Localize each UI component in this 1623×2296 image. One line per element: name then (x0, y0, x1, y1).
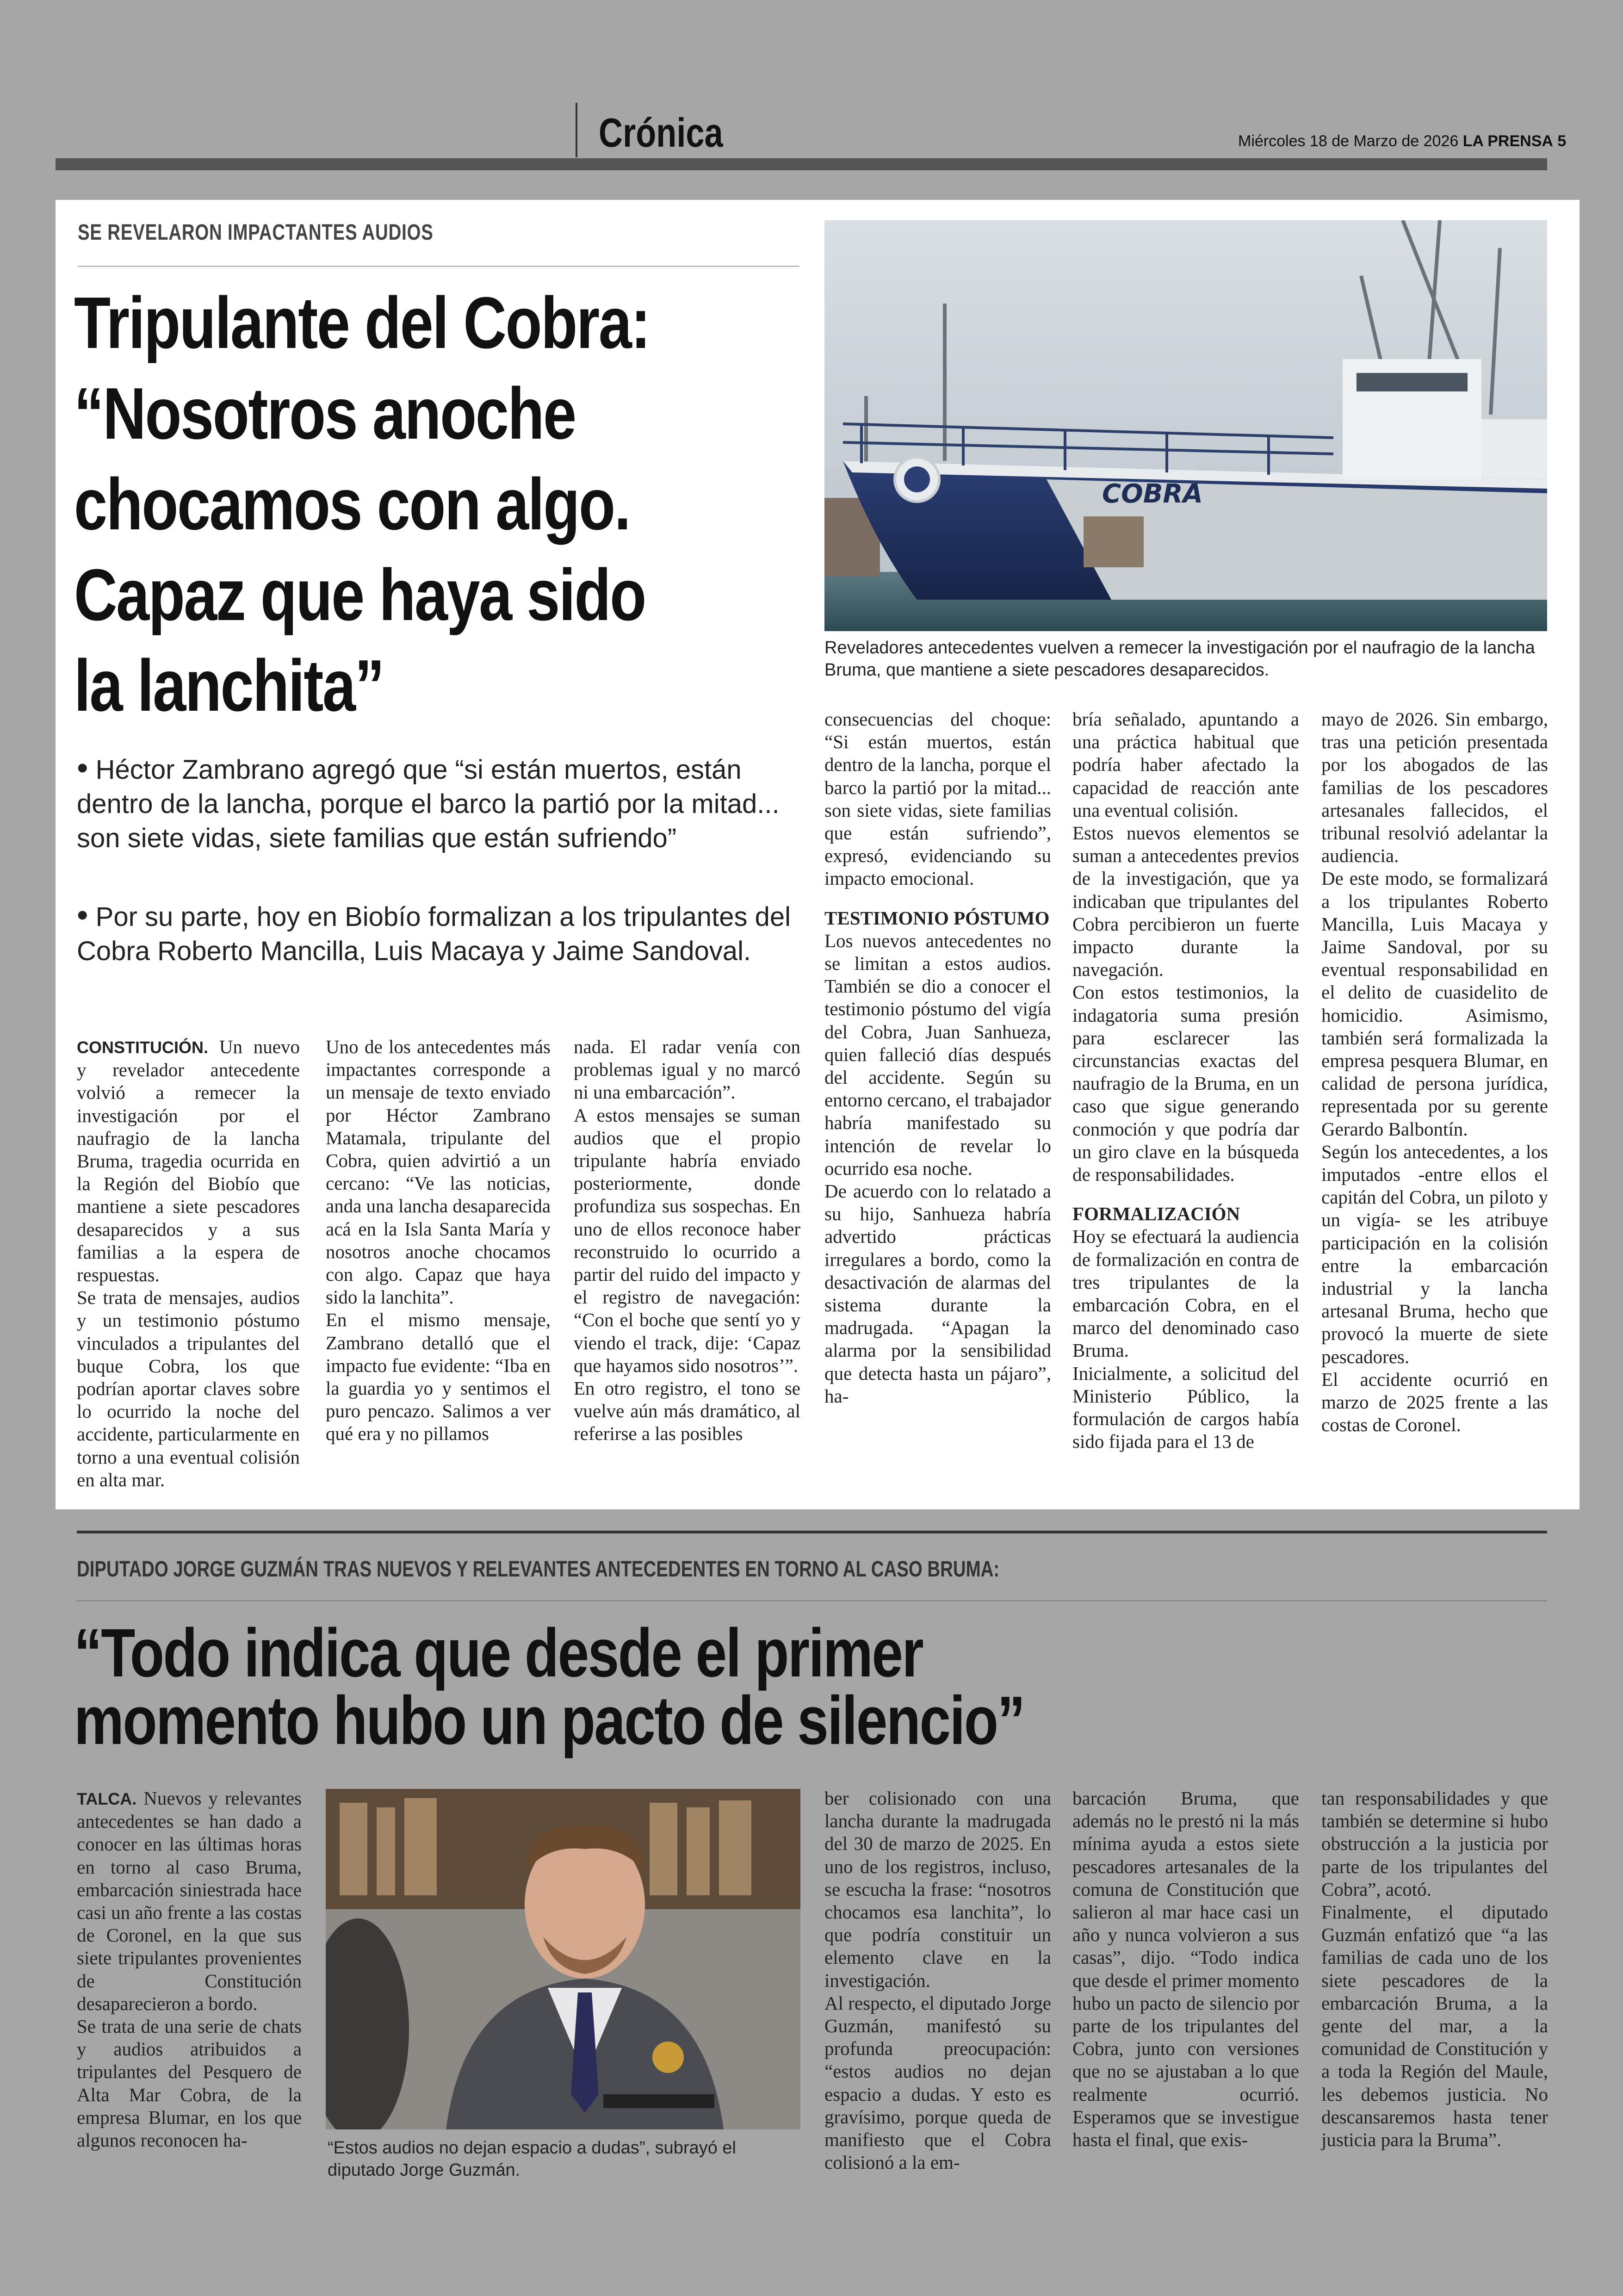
date-line (1238, 132, 1566, 150)
headline-line: Tripulante del Cobra: (74, 282, 650, 364)
kicker-rule (78, 266, 799, 267)
paragraph: Hoy se efectuará la audiencia de formalización en contra de tres tripulantes de la embarcación Cobra, en el marco del denominado caso Bruma. (1072, 1226, 1299, 1361)
headline-line: chocamos con algo. (74, 464, 630, 545)
article2-col-3 (1072, 1787, 1299, 2151)
politician-illustration (326, 1789, 800, 2129)
dateline: TALCA. (77, 1789, 137, 1808)
article1-headline (74, 278, 650, 731)
headline-line: momento hubo un pacto de silencio” (74, 1682, 1024, 1759)
paragraph: mayo de 2026. Sin embargo, tras una petición presentada por los abogados de las familias de los pescadores artesanales fallecidos, el tribunal resolvió adelantar la audiencia. (1321, 708, 1548, 867)
paragraph: Con estos testimonios, la indagatoria suma presión para esclarecer las circunstancias exactas del naufragio de la Bruma, en un caso que sigue generando conmoción y que podría dar un giro clave en la búsqueda de responsabilidades. (1072, 981, 1299, 1185)
paragraph: En otro registro, el tono se vuelve aún más dramático, al referirse a las posibles (574, 1378, 800, 1445)
article1-col-1: CONSTITUCIÓN. Un nuevo y revelador antecedente volvió a remecer la investigación por el naufragio de la lancha Bruma, tragedia ocurrida en la Región del Biobío que mantiene a siete pescadores desaparecidos y a sus familias a la espera de respuestas. Se trata de mensajes, audios y un testimonio póstumo vinculados a tripulantes del buque Cobra, los que podrían aportar claves sobre lo ocurrido la noche del accidente, particularmente en torno a una eventual colisión en alta mar. (77, 1036, 300, 1491)
article2-top-rule (77, 1531, 1547, 1533)
headline-line: “Nosotros anoche (74, 373, 576, 454)
header-rule (56, 158, 1547, 170)
article1-col-2 (326, 1036, 551, 1446)
article2-col-4 (1321, 1787, 1548, 2151)
paragraph: barcación Bruma, que además no le prestó ni la más mínima ayuda a estos siete pescadores artesanales de la comuna de Constitución que salieron al mar hace casi un año y nunca volvieron a sus casas”, dijo. “Todo indica que desde el primer momento hubo un pacto de silencio por parte de los tripulantes del Cobra, junto con versiones que no se ajustaban a lo que realmente ocurrió. Esperamos que se investigue hasta el final, que exis- (1072, 1787, 1299, 2151)
bullet-2: • Por su parte, hoy en Biobío formalizan a los tripulantes del Cobra Roberto Mancilla, Luis Macaya y Jaime Sandoval. (77, 897, 791, 966)
article2-col-1: TALCA. Nuevos y relevantes antecedentes se han dado a conocer en las últimas horas en torno al caso Bruma, embarcación siniestrada hace casi un año frente a las costas de Coronel, en la que sus siete tripulantes provenientes de Constitución desaparecieron a bordo. Se trata de una serie de chats y audios atribuidos a tripulantes del Pesquero de Alta Mar Cobra, de la empresa Blumar, en los que algunos reconocen ha- (77, 1787, 302, 2152)
paragraph: nada. El radar venía con problemas igual y no marcó ni una embarcación”. (574, 1036, 800, 1103)
headline-line: la lanchita” (74, 645, 384, 726)
ship-illustration (824, 220, 1547, 631)
bullet-icon: • (77, 750, 88, 786)
article2-kicker: DIPUTADO JORGE GUZMÁN TRAS NUEVOS Y RELEVANTES ANTECEDENTES EN TORNO AL CASO BRUMA: (77, 1557, 1000, 1582)
paragraph: El accidente ocurrió en marzo de 2025 frente a las costas de Coronel. (1321, 1368, 1548, 1436)
portrait-caption: “Estos audios no dejan espacio a dudas”, subrayó el diputado Jorge Guzmán. (328, 2138, 736, 2180)
paragraph: Según los antecedentes, a los imputados -entre ellos el capitán del Cobra, un piloto y un vigía- se les atribuye participación en la colisión entre la embarcación industrial y la lancha artesanal Bruma, hecho que provocó la muerte de siete pescadores. (1321, 1141, 1548, 1367)
paragraph: Los nuevos antecedentes no se limitan a estos audios. También se dio a conocer el testimonio póstumo del vigía del Cobra, Juan Sanhueza, quien falleció días después del accidente. Según su entorno cercano, el trabajador habría manifestado su intención de revelar lo ocurrido esa noche. (824, 930, 1051, 1179)
header-divider (576, 103, 577, 157)
paragraph: Finalmente, el diputado Guzmán enfatizó que “a las familias de cada uno de los siete pescadores de la embarcación Bruma, a la gente del mar, a la comunidad de Constitución y a toda la Región del Maule, les debemos justicia. No descansaremos hasta tener justicia para la Bruma”. (1321, 1901, 1548, 2151)
article2-kicker-rule (77, 1600, 1547, 1601)
paragraph: Se trata de mensajes, audios y un testimonio póstumo vinculados a tripulantes del buque Cobra, los que podrían aportar claves sobre lo ocurrido la noche del accidente, particularmente en torno a una eventual colisión en alta mar. (77, 1287, 300, 1490)
paragraph: tan responsabilidades y que también se determine si hubo obstrucción a la justicia por parte de los tripulantes del Cobra”, acotó. (1321, 1787, 1548, 1900)
paragraph: En el mismo mensaje, Zambrano detalló que el impacto fue evidente: “Iba en la guardia yo y sentimos el puro pencazo. Salimos a ver qué era y no pillamos (326, 1309, 551, 1445)
ship-photo (824, 220, 1547, 631)
paragraph: Se trata de una serie de chats y audios atribuidos a tripulantes del Pesquero de Alta Mar Cobra, de la empresa Blumar, en los que algunos reconocen ha- (77, 2016, 302, 2151)
headline-line: Capaz que haya sido (74, 554, 645, 636)
paragraph: Inicialmente, a solicitud del Ministerio Público, la formulación de cargos había sido fijada para el 13 de (1072, 1362, 1299, 1452)
paragraph: Al respecto, el diputado Jorge Guzmán, manifestó su profunda preocupación: “estos audios no dejan espacio a dudas. Y esto es gravísimo, porque queda de manifiesto que el Cobra colisionó a la em- (824, 1992, 1051, 2173)
paragraph: bría señalado, apuntando a una práctica habitual que podría haber afectado la capacidad de reacción ante una eventual colisión. (1072, 708, 1299, 821)
article1-col-4 (824, 708, 1051, 1408)
dateline: CONSTITUCIÓN. (77, 1038, 208, 1057)
paragraph: A estos mensajes se suman audios que el propio tripulante habría enviado posteriormente, donde profundiza sus sospechas. En uno de ellos reconoce haber reconstruido lo ocurrido a partir del ruido del impacto y el registro de navegación: “Con el boche que sentí yo y viendo el track, dije: ‘Capaz que hayamos sido nosotros’”. (574, 1104, 800, 1376)
article1-col-6 (1321, 708, 1548, 1437)
paragraph: ber colisionado con una lancha durante la madrugada del 30 de marzo de 2025. En uno de los registros, incluso, se escucha la frase: “nosotros chocamos esa lanchita”, lo que podría constituir un elemento clave en la investigación. (824, 1787, 1051, 1991)
bullet-1: • Héctor Zambrano agregó que “si están muertos, están dentro de la lancha, porque el barco la partió por la mitad... son siete vidas, siete familias que están sufriendo” (77, 750, 780, 853)
paper-name: LA PRENSA (1462, 132, 1553, 150)
article1-col-3 (574, 1036, 800, 1446)
page-number: 5 (1557, 132, 1567, 150)
politician-photo (326, 1789, 800, 2129)
article2-headline (74, 1615, 1024, 1759)
paragraph: consecuencias del choque: “Si están muertos, están dentro de la lancha, porque el barco la partió por la mitad... son siete vidas, siete familias que están sufriendo”, expresó, evidenciando su impacto emocional. (824, 708, 1051, 889)
paragraph: De acuerdo con lo relatado a su hijo, Sanhueza habría advertido prácticas irregulares a bordo, como la desactivación de alarmas del sistema durante la madrugada. “Apagan la alarma por la sensibilidad que detecta hasta un pájaro”, ha- (824, 1180, 1051, 1407)
article2-col-2 (824, 1787, 1051, 2174)
article1-kicker: SE REVELARON IMPACTANTES AUDIOS (78, 220, 434, 245)
ship-name: COBRA (1102, 479, 1203, 509)
issue-date: Miércoles 18 de Marzo de 2026 (1238, 132, 1459, 150)
headline-line: “Todo indica que desde el primer (74, 1615, 923, 1691)
paragraph: De este modo, se formalizará a los tripulantes Roberto Mancilla, Luis Macaya y Jaime Sandoval, por su eventual responsabilidad en el delito de cuasidelito de homicidio. Asimismo, también será formalizada la empresa pesquera Blumar, en calidad de persona jurídica, representada por su gerente Gerardo Balbontín. (1321, 868, 1548, 1140)
section-title: Crónica (599, 110, 723, 155)
paragraph: Uno de los antecedentes más impactantes corresponde a un mensaje de texto enviado por Héctor Zambrano Matamala, tripulante del Cobra, quien advirtió a un cercano: “Ve las noticias, anda una lancha desaparecida acá en la Isla Santa María y nosotros anoche chocamos con algo. Capaz que haya sido la lanchita”. (326, 1036, 551, 1308)
subheading-formalizacion: FORMALIZACIÓN (1072, 1203, 1240, 1225)
photo-caption: Reveladores antecedentes vuelven a remecer la investigación por el naufragio de la lancha Bruma, que mantiene a siete pescadores desaparecidos. (824, 638, 1535, 680)
article1-col-5 (1072, 708, 1299, 1453)
bullet-icon: • (77, 897, 88, 933)
paragraph: Estos nuevos elementos se suman a antecedentes previos de la investigación, que ya indicaban que tripulantes del Cobra percibieron un fuerte impacto durante la navegación. (1072, 822, 1299, 980)
subheading-testimonio: TESTIMONIO PÓSTUMO (824, 907, 1050, 929)
